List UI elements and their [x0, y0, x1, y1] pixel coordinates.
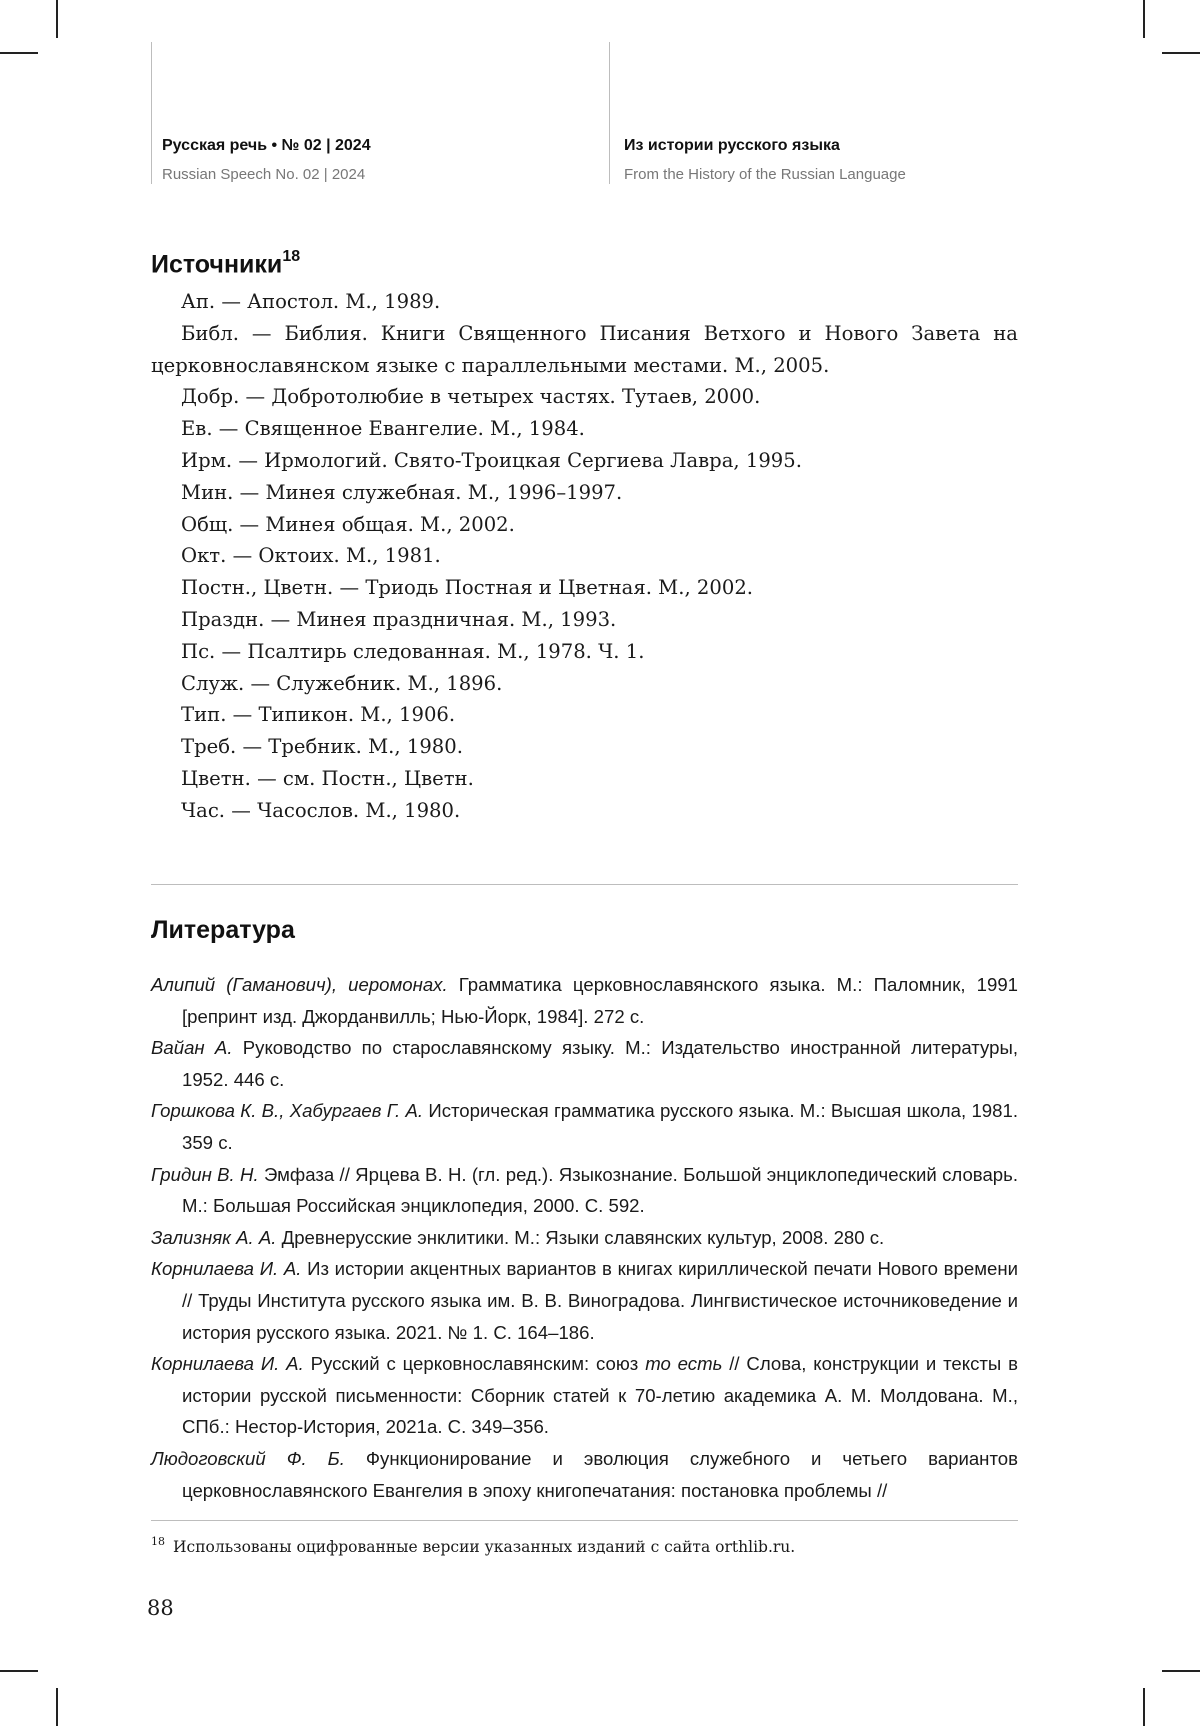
footnote-text: Использованы оцифрованные версии указанных изданий с сайта orthlib.ru. [173, 1538, 796, 1557]
crop-mark-tr-v [1143, 0, 1145, 38]
ref-author: Корнилаева И. А. [151, 1258, 302, 1280]
header-rule-right [609, 42, 610, 184]
journal-title-en: Russian Speech No. 02 | 2024 [162, 166, 366, 183]
footnote [151, 1528, 1018, 1562]
source-entry: Окт. — Октоих. М., 1981. [181, 544, 441, 568]
ref-text: Историческая грамматика русского языка. М.: Высшая школа, 1981. 359 с. [182, 1100, 1018, 1153]
source-entry: Библ. — Библия. Книги Священного Писания Ветхого и Нового Завета на церковнославянском языке с параллельными местами. М., 2005. [151, 321, 1018, 377]
source-entry: Постн., Цветн. — Триодь Постная и Цветная. М., 2002. [181, 576, 754, 600]
literature-entry [151, 969, 1018, 1032]
source-entry: Пс. — Псалтирь следованная. М., 1978. Ч. 1. [181, 639, 645, 663]
source-entry: Цветн. — см. Постн., Цветн. [181, 766, 474, 790]
footnote-reference[interactable]: 18 [282, 248, 301, 265]
source-entry: Праздн. — Минея праздничная. М., 1993. [181, 607, 617, 631]
ref-author: Зализняк А. А. [151, 1226, 277, 1248]
literature-entry [151, 1443, 1018, 1506]
source-entry: Тип. — Типикон. М., 1906. [181, 703, 456, 727]
ref-text: Древнерусские энклитики. М.: Языки славянских культур, 2008. 280 с. [281, 1226, 885, 1248]
literature-entry [151, 1348, 1018, 1443]
sources-heading-text: Источники [151, 250, 283, 279]
source-entry: Ап. — Апостол. М., 1989. [181, 290, 441, 313]
literature-entry [151, 1222, 1018, 1254]
ref-author: Алипий (Гаманович), иеромонах. [151, 974, 448, 995]
running-header-section [624, 135, 906, 186]
ref-text: Функционирование и эволюция служебного и четьего вариантов церковнославянского Евангелия в эпоху книгопечатания: постановка проблемы // [182, 1447, 1018, 1501]
crop-mark-br-h [1162, 1670, 1200, 1672]
sources-list [151, 286, 1018, 827]
ref-text: // Слова, конструкции и тексты в истории русской письменности: Сборник статей к 70-летию академика А. М. Молдована. М., СПб.: Нестор-История, 2021а. С. 349–356. [182, 1353, 1019, 1438]
crop-mark-bl-h [0, 1670, 38, 1672]
literature-entry [151, 1253, 1018, 1348]
ref-author: Людоговский Ф. Б. [151, 1447, 345, 1469]
literature-entry [151, 1032, 1018, 1095]
crop-mark-bl-v [56, 1688, 58, 1726]
ref-text-italic: то есть [645, 1353, 723, 1375]
source-entry: Общ. — Минея общая. М., 2002. [181, 512, 515, 536]
running-header-journal [162, 135, 371, 186]
section-title: Из истории русского языка [624, 137, 840, 154]
footnote-number: 18 [151, 1535, 165, 1548]
journal-title: Русская речь • № 02 | 2024 [162, 137, 371, 154]
source-entry: Ирм. — Ирмологий. Свято-Троицкая Сергиева Лавра, 1995. [181, 448, 802, 472]
crop-mark-tl-h [0, 52, 38, 54]
source-entry: Час. — Часослов. М., 1980. [181, 798, 461, 822]
literature-entry [151, 1095, 1018, 1158]
section-title-en: From the History of the Russian Language [624, 166, 906, 183]
ref-author: Гридин В. Н. [151, 1163, 259, 1185]
source-entry: Мин. — Минея служебная. М., 1996–1997. [181, 480, 623, 504]
crop-mark-tl-v [56, 0, 58, 38]
ref-text: Из истории акцентных вариантов в книгах кириллической печати Нового времени // Труды Института русского языка им. В. В. Виноградова. Лингвистическое источниковедение и история русского языка. 2021. № 1. С. 164–186. [182, 1258, 1018, 1343]
literature-heading: Литература [151, 916, 295, 944]
source-entry: Добр. — Добротолюбие в четырех частях. Тутаев, 2000. [181, 385, 761, 409]
footnote-divider [151, 1520, 1018, 1521]
source-entry: Служ. — Служебник. М., 1896. [181, 671, 503, 695]
ref-author: Корнилаева И. А. [151, 1353, 304, 1375]
crop-mark-br-v [1143, 1688, 1145, 1726]
ref-author: Горшкова К. В., Хабургаев Г. А. [151, 1100, 424, 1122]
literature-entry [151, 1159, 1018, 1222]
source-entry: Ев. — Священное Евангелие. М., 1984. [181, 417, 585, 441]
source-entry: Треб. — Требник. М., 1980. [181, 735, 463, 759]
header-rule-left [151, 42, 152, 184]
ref-author: Вайан А. [151, 1037, 233, 1059]
ref-text: Русский с церковнославянским: союз [310, 1353, 639, 1375]
sources-heading [151, 250, 300, 279]
crop-mark-tr-h [1162, 52, 1200, 54]
literature-list [151, 969, 1018, 1506]
section-divider [151, 884, 1018, 885]
ref-text: Руководство по старославянскому языку. М.: Издательство иностранной литературы, 1952. 446 с. [182, 1037, 1018, 1090]
ref-text: Эмфаза // Ярцева В. Н. (гл. ред.). Языкознание. Большой энциклопедический словарь. М.: Большая Российская энциклопедия, 2000. С. 592. [182, 1163, 1019, 1217]
page-number: 88 [147, 1596, 174, 1620]
ref-text: Грамматика церковнославянского языка. М.: Паломник, 1991 [репринт изд. Джорданвилль; Нью-Йорк, 1984]. 272 с. [182, 974, 1018, 1027]
